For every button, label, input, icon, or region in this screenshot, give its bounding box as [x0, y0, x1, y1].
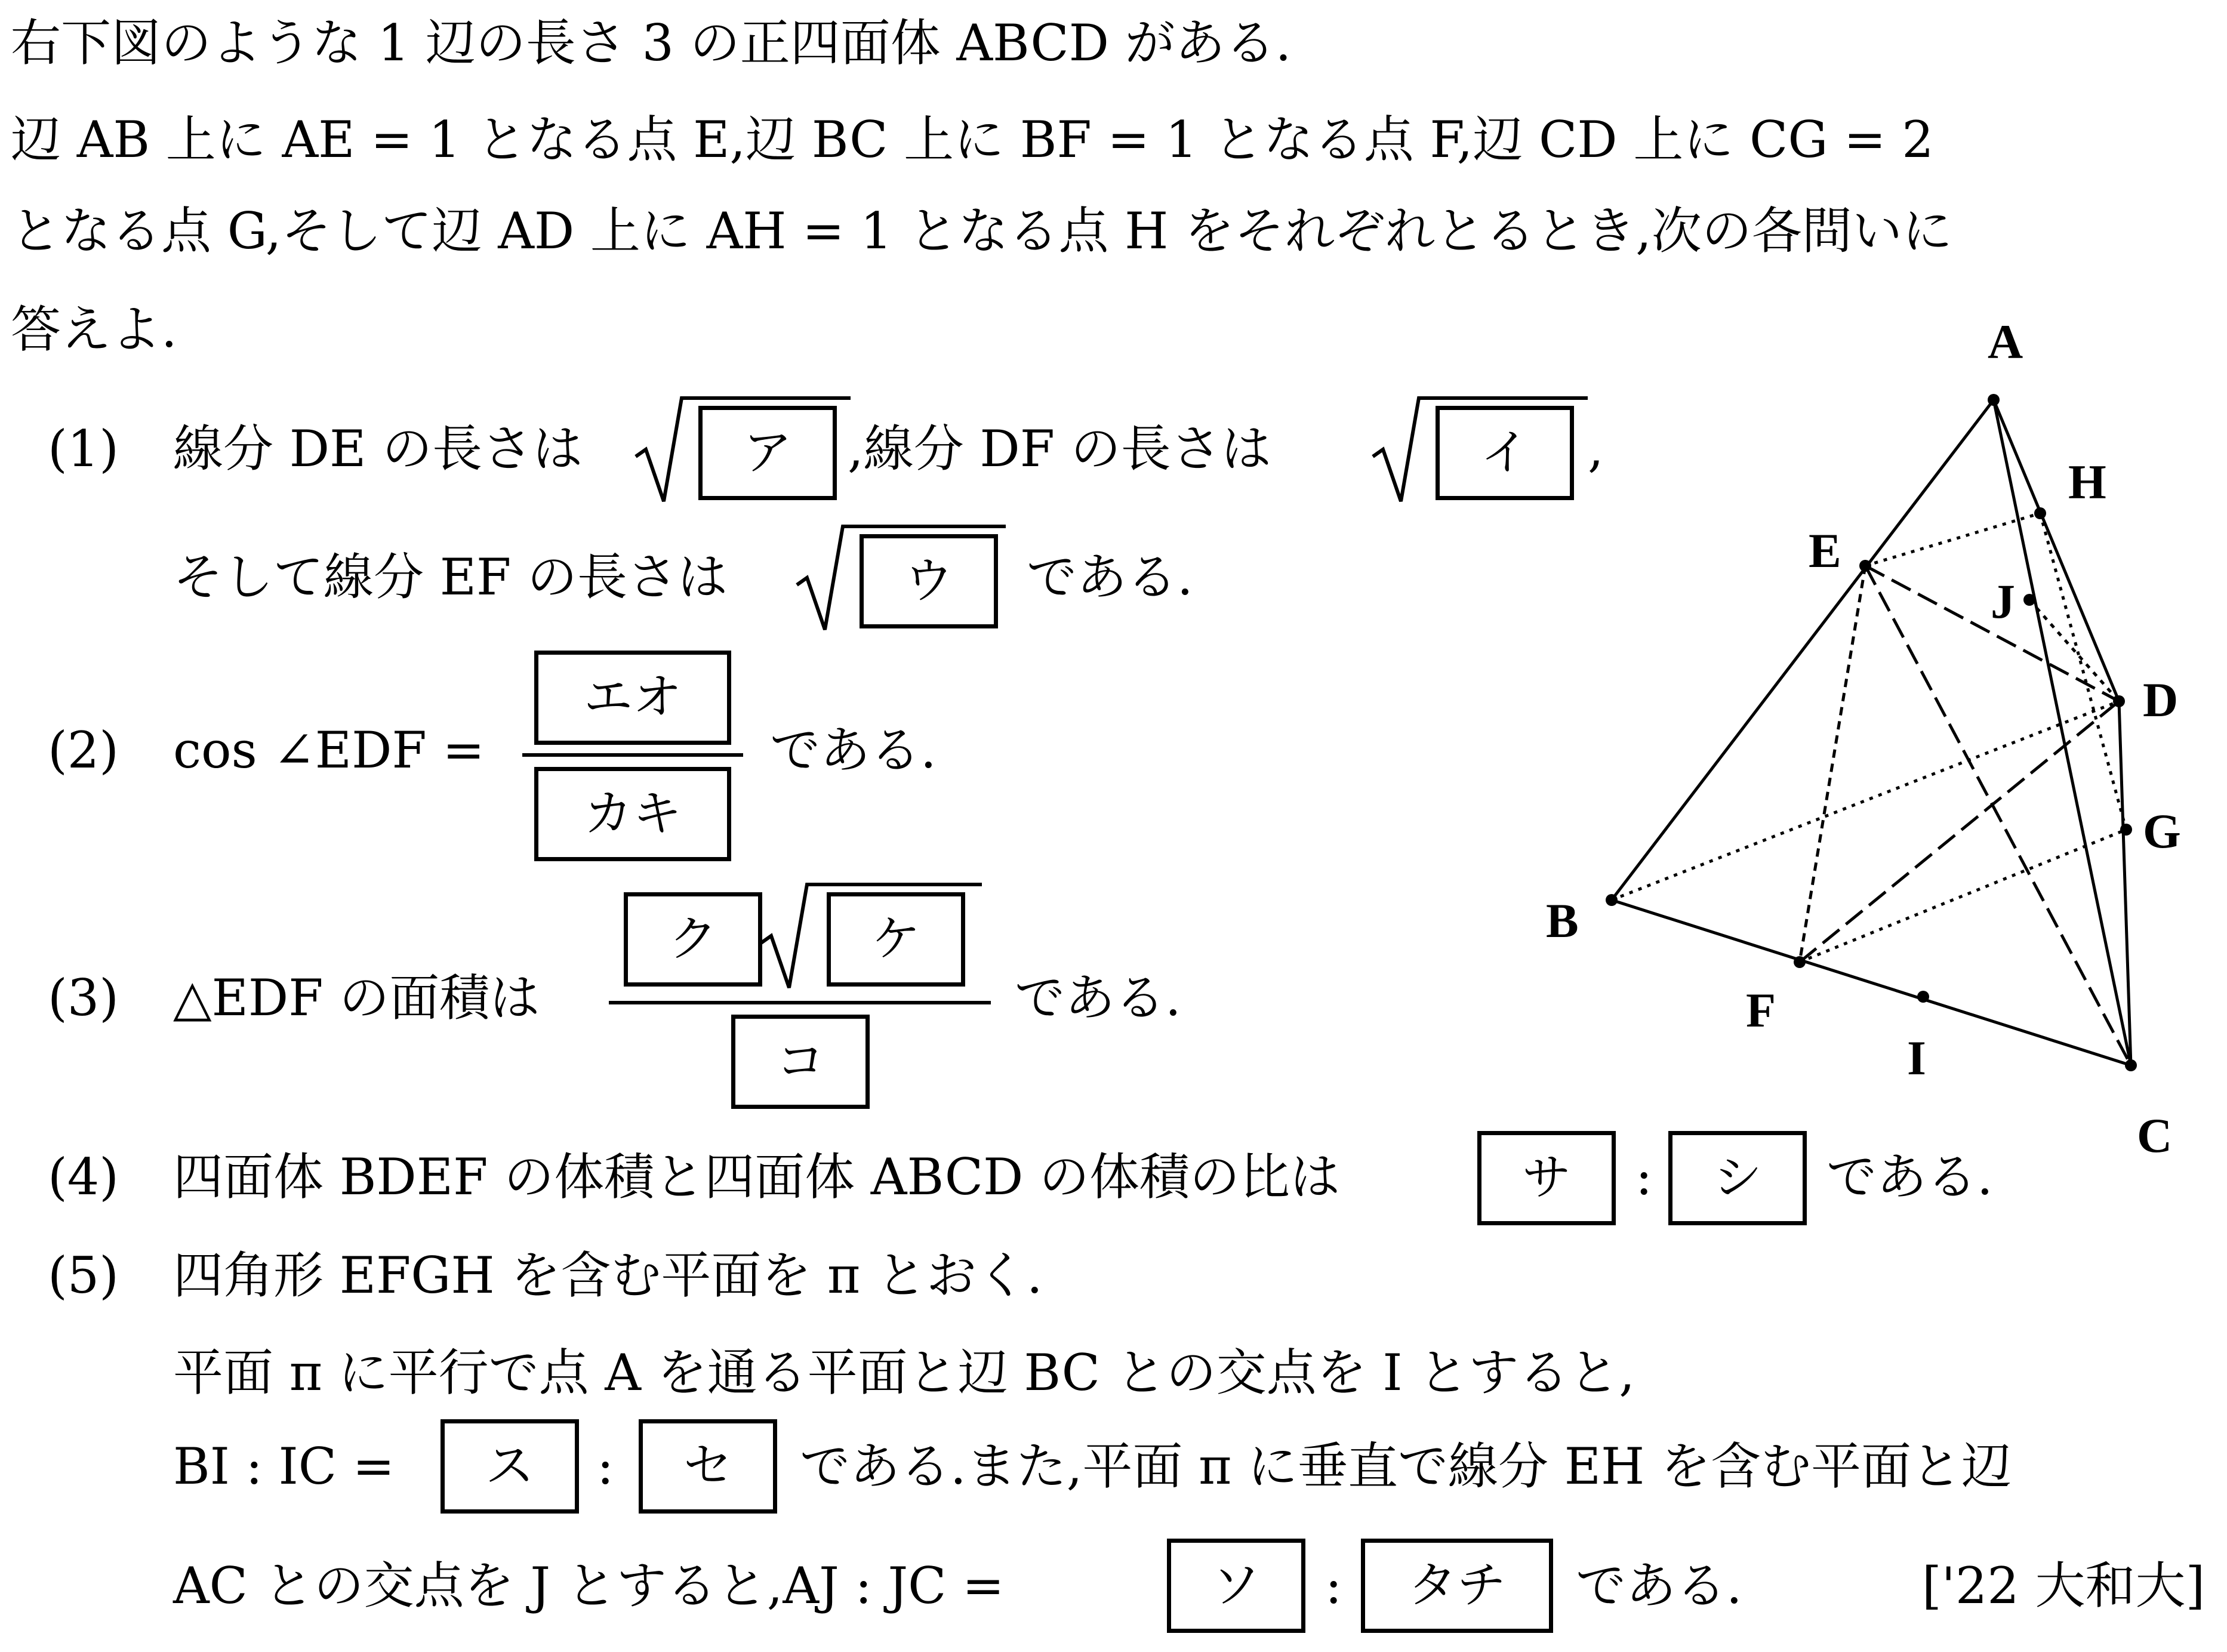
label-G: G [2143, 804, 2181, 858]
edge-BC [1612, 900, 2131, 1065]
answer-box-a: ア [698, 406, 837, 500]
ratio-colon-5a: : [597, 1437, 614, 1496]
q5-text-2: である.また,平面 π に垂直で線分 EH を含む平面と辺 [800, 1437, 2012, 1496]
answer-box-eo: エオ [534, 651, 731, 745]
label-D: D [2143, 673, 2179, 727]
ratio-colon-4: : [1635, 1148, 1653, 1206]
edge-AB [1612, 400, 1994, 900]
q3-text-2: である. [1015, 969, 1181, 1027]
point-A [1988, 394, 2000, 406]
label-B: B [1546, 893, 1579, 948]
point-B [1606, 894, 1618, 906]
q5-text-3: AC との交点を J とすると,AJ : JC = [173, 1557, 1005, 1615]
segment-HG [2040, 513, 2126, 830]
source-citation: ['22 大和大] [1922, 1557, 2206, 1615]
fraction-bar-area [609, 1001, 991, 1004]
segment-EH [1865, 513, 2040, 566]
edge-AC [1994, 400, 2131, 1065]
answer-box-ko: コ [731, 1015, 870, 1109]
q2-number: (2) [48, 721, 119, 779]
q4-text-1: 四面体 BDEF の体積と四面体 ABCD の体積の比は [173, 1148, 1341, 1206]
answer-box-ke: ケ [827, 892, 965, 987]
answer-box-kaki: カキ [534, 767, 731, 861]
tetrahedron-figure [1528, 298, 2220, 1182]
point-I [1917, 991, 1929, 1003]
q5-line-2: 平面 π に平行で点 A を通る平面と辺 BC との交点を I とすると, [173, 1343, 1635, 1402]
label-J: J [1991, 574, 2015, 628]
q2-text-2: である. [770, 721, 937, 779]
q1-text-5: である. [1027, 548, 1193, 606]
segment-EF [1800, 566, 1865, 962]
answer-box-i: イ [1436, 406, 1574, 500]
label-A: A [1988, 315, 2023, 369]
q4-number: (4) [48, 1148, 119, 1206]
answer-box-su: ス [441, 1419, 579, 1514]
segment-EC [1865, 566, 2131, 1065]
point-E [1859, 560, 1871, 572]
q1-text-1: 線分 DE の長さは [173, 420, 583, 478]
label-I: I [1907, 1031, 1926, 1085]
point-G [2120, 824, 2132, 836]
intro-line-1: 右下図のような 1 辺の長さ 3 の正四面体 ABCD がある. [11, 14, 1292, 72]
answer-box-u: ウ [860, 534, 998, 628]
point-F [1794, 956, 1806, 968]
answer-box-se: セ [639, 1419, 777, 1514]
point-H [2034, 507, 2046, 519]
q1-text-2: ,線分 DF の長さは [848, 420, 1271, 478]
answer-box-so: ソ [1167, 1539, 1305, 1633]
intro-line-3: となる点 G,そして辺 AD 上に AH = 1 となる点 H をそれぞれとるとき,次の各問いに [11, 202, 1952, 260]
answer-box-sa: サ [1477, 1131, 1616, 1225]
label-H: H [2068, 455, 2106, 509]
label-E: E [1809, 523, 1841, 578]
label-C: C [2137, 1108, 2173, 1163]
q5-line-1: 四角形 EFGH を含む平面を π とおく. [173, 1246, 1043, 1305]
q1-text-3: , [1588, 420, 1604, 478]
point-J [2023, 594, 2035, 606]
point-C [2125, 1059, 2137, 1071]
point-D [2113, 695, 2125, 707]
q3-text-1: △EDF の面積は [173, 969, 540, 1027]
q5-number: (5) [48, 1246, 119, 1305]
q5-text-1: BI : IC = [173, 1437, 395, 1496]
q5-text-4: である. [1576, 1557, 1742, 1615]
segment-JD [2029, 600, 2119, 701]
q1-text-4: そして線分 EF の長さは [173, 548, 728, 606]
q2-text-1: cos ∠EDF = [173, 721, 485, 779]
q3-number: (3) [48, 969, 119, 1027]
ratio-colon-5b: : [1325, 1557, 1342, 1615]
segment-FG [1800, 830, 2126, 962]
q4-text-2: である. [1826, 1148, 1993, 1206]
answer-box-shi: シ [1668, 1131, 1807, 1225]
q1-number: (1) [48, 420, 119, 478]
answer-box-tachi: タチ [1361, 1539, 1553, 1633]
label-F: F [1746, 983, 1776, 1037]
answer-box-ku: ク [624, 892, 762, 987]
edge-AD [1994, 400, 2119, 701]
intro-line-4: 答えよ. [11, 300, 177, 359]
fraction-bar-cos [522, 753, 743, 757]
intro-line-2: 辺 AB 上に AE = 1 となる点 E,辺 BC 上に BF = 1 となる点 F,辺 CD 上に CG = 2 [11, 110, 1934, 169]
